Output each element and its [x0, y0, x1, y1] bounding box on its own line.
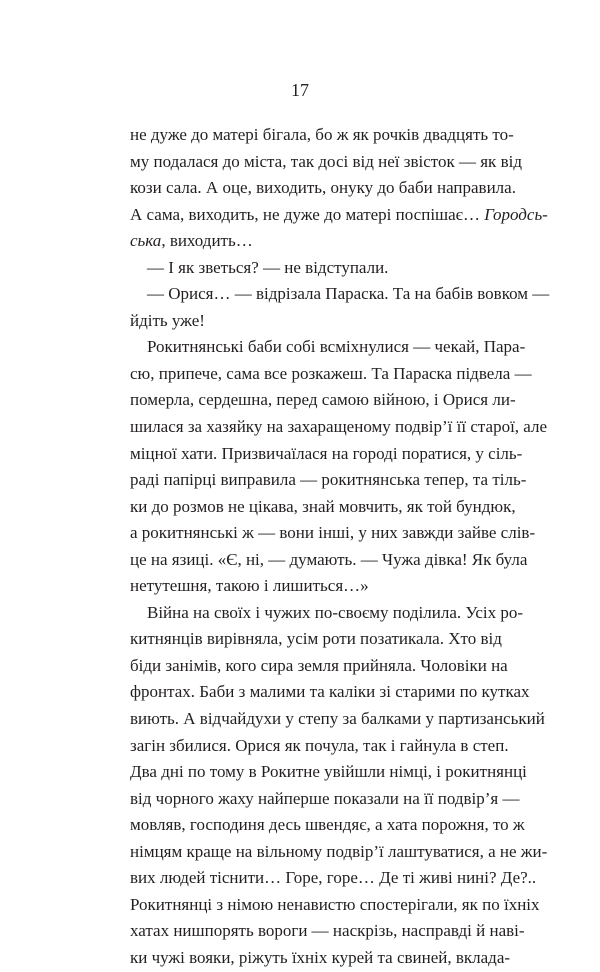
text-line: не дуже до матері бігала, бо ж як рочків двадцять то-	[130, 125, 514, 144]
italic-word: Городсь-	[479, 204, 548, 224]
text-line: раді папірці виправила — рокитнянська тепер, та тіль-	[130, 470, 527, 490]
text-line: хатах нишпорять вороги — наскрізь, насправді й наві-	[130, 921, 525, 941]
text-line: китнянців вирівняла, усім роти позатикала. Хто від	[130, 629, 502, 649]
text-line: виють. А відчайдухи у степу за балками у партизанський	[130, 709, 545, 729]
text-line: мовляв, господиня десь швендяє, а хата порожня, то ж	[130, 815, 525, 835]
text-line: ська, виходить…	[130, 231, 253, 251]
text-line: ки до розмов не цікава, знай мовчить, як той бундюк,	[130, 496, 516, 516]
text-line: померла, сердешна, перед самою війною, і Орися ли-	[130, 390, 516, 410]
body-text	[130, 122, 550, 972]
text-line: йдіть уже!	[130, 310, 205, 330]
text-line: ки чужі вояки, ріжуть їхніх курей та свиней, вклада-	[130, 947, 511, 967]
dialogue-line: — І як зветься? — не відступали.	[147, 257, 389, 277]
text-line: від чорного жаху найперше показали на її подвір’я —	[130, 788, 520, 808]
paragraph-start: Рокитнянські баби собі всміхнулися — чекай, Пара-	[147, 337, 526, 357]
text-line: а рокитнянські ж — вони інші, у них завжди зайве слів-	[130, 523, 536, 543]
text-line: біди занімів, кого сира земля прийняла. Чоловіки на	[130, 655, 508, 675]
text-line: фронтах. Баби з малими та каліки зі старими по кутках	[130, 682, 530, 702]
dialogue-line: — Орися… — відрізала Параска. Та на бабів вовком —	[147, 284, 550, 304]
page-number: 17	[291, 80, 309, 100]
text-line: це на язиці. «Є, ні, — думають. — Чужа дівка! Як була	[130, 549, 528, 569]
text-line: шилася за хазяйку на захаращеному подвір’ї її старої, але	[130, 417, 548, 437]
text-line: вих людей тіснити… Горе, горе… Де ті живі нині? Де?..	[130, 868, 537, 888]
text-line: міцної хати. Призвичаїлася на городі поратися, у сіль-	[130, 443, 523, 463]
text-line: сю, припече, сама все розкажеш. Та Параска підвела —	[130, 363, 532, 383]
text-line: Два дні по тому в Рокитне увійшли німці, і рокитнянці	[130, 762, 527, 782]
italic-word: ська	[130, 231, 162, 251]
paragraph-start: Війна на своїх і чужих по-своєму поділила. Усіх ро-	[147, 602, 524, 622]
text-line: загін збилися. Орися як почула, так і гайнула в степ.	[130, 735, 509, 755]
text-line: А сама, виходить, не дуже до матері поспішає… Городсь-	[130, 204, 548, 224]
text-line: Рокитнянці з німою ненавистю спостерігали, як по їхніх	[130, 894, 540, 914]
text-line: нетутешня, такою і лишиться…»	[130, 576, 369, 596]
text-line: кози сала. А оце, виходить, онуку до баби направила.	[130, 178, 516, 198]
text-line: му подалася до міста, так досі від неї звісток — як від	[130, 151, 522, 171]
text-line: німцям краще на вільному подвір’ї лаштуватися, а не жи-	[130, 841, 548, 861]
